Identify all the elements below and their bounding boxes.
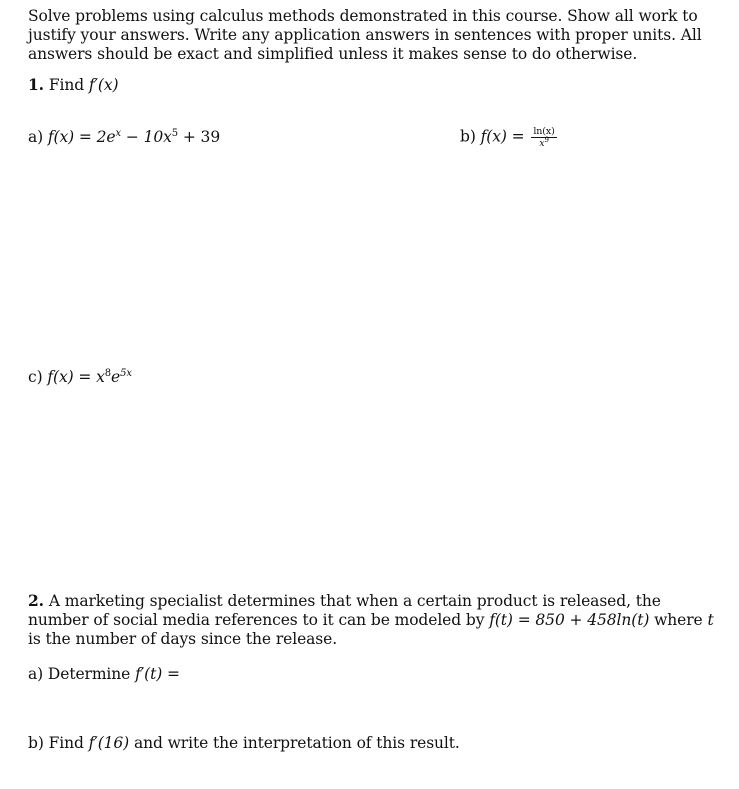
question-1a-function: $f(x) = 2e^x - 10x^5 + 39$ <box>47 128 221 146</box>
fraction-denominator: $x^9$ <box>539 136 549 149</box>
question-1b <box>460 126 557 149</box>
question-1a-label: a) <box>28 128 44 146</box>
question-2a-expression: f′(t) = <box>135 665 180 683</box>
question-1c-function: $f(x) = x^8e^{5x}$ <box>47 368 132 386</box>
question-1-number: 1. <box>28 75 44 94</box>
question-2-number: 2. <box>28 591 44 610</box>
question-1b-label: b) <box>460 127 476 146</box>
question-2-paragraph <box>28 591 718 649</box>
fraction-numerator: ln(x) <box>533 126 555 137</box>
question-2b-label: b) Find <box>28 734 84 752</box>
instructions-paragraph: Solve problems using calculus methods demonstrated in this course. Show all work to justify your answers. Write any application answers in sentences with proper units. All answers should be exact and simplified unless it makes sense to do otherwise. <box>28 7 702 63</box>
question-2-model: f(t) = 850 + 458ln(t) <box>489 611 650 629</box>
question-1-heading <box>28 75 118 95</box>
question-2a-label: a) Determine <box>28 665 131 683</box>
question-1b-fraction <box>531 126 556 149</box>
question-2b <box>28 734 460 753</box>
question-2-text-after: is the number of days since the release. <box>28 630 338 648</box>
question-2b-rest: and write the interpretation of this result. <box>133 734 460 752</box>
question-1-prompt: Find <box>48 76 85 94</box>
question-1c-label: c) <box>28 368 43 386</box>
question-2a <box>28 665 180 684</box>
question-1c <box>28 368 132 387</box>
question-2-variable: t <box>707 611 714 629</box>
question-1a <box>28 128 220 147</box>
question-2-text-before: A marketing specialist determines that when a certain product is released, the number of social media references to it can be modeled by <box>28 592 661 629</box>
question-1b-function: f(x) = <box>480 127 525 146</box>
question-2b-expression: f′(16) <box>88 734 130 752</box>
question-1-expression: f′(x) <box>88 76 119 94</box>
question-2-where: where <box>654 611 703 629</box>
